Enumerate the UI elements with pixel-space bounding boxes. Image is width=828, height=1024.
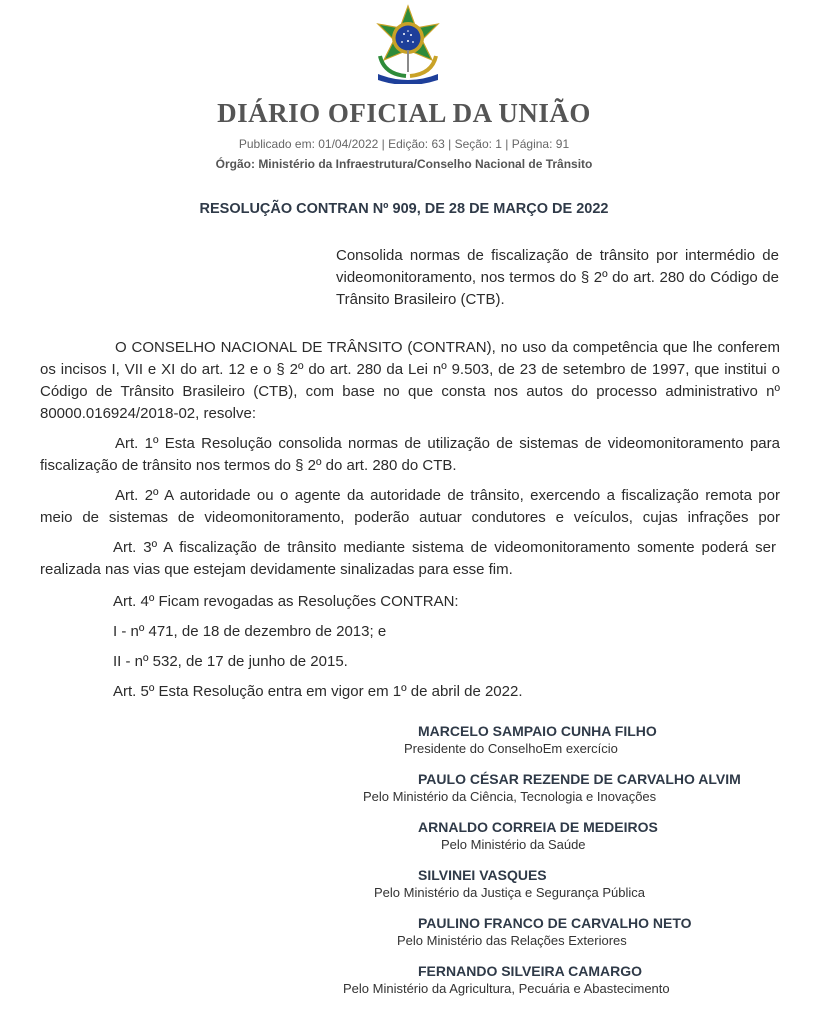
orgao-value: Ministério da Infraestrutura/Conselho Nacional de Trânsito [258,157,593,171]
article-5: Art. 5º Esta Resolução entra em vigor em 1º de abril de 2022. [113,683,523,700]
signature-name: SILVINEI VASQUES [418,867,547,883]
coat-of-arms-icon [364,4,452,84]
signature-name: MARCELO SAMPAIO CUNHA FILHO [418,723,657,739]
signature-name: FERNANDO SILVEIRA CAMARGO [418,963,642,979]
signature-role: Presidente do ConselhoEm exercício [404,741,618,756]
orgao-label: Órgão: [215,157,255,171]
orgao-line [0,157,818,171]
article-1: Art. 1º Esta Resolução consolida normas de utilização de sistemas de videomonitoramento para fiscalização de trânsito nos termos do § 2º do art. 280 do CTB. [40,435,780,474]
signature-role: Pelo Ministério da Agricultura, Pecuária e Abastecimento [343,981,670,996]
article-4-item-2: II - nº 532, de 17 de junho de 2015. [113,653,348,670]
publication-info: Publicado em: 01/04/2022 | Edição: 63 | Seção: 1 | Página: 91 [238,137,570,151]
ementa: Consolida normas de fiscalização de trânsito por intermédio de videomonitoramento, nos termos do § 2º do art. 280 do Código de Trânsito Brasileiro (CTB). [336,247,779,308]
signature-role: Pelo Ministério da Ciência, Tecnologia e Inovações [363,789,657,804]
preamble: O CONSELHO NACIONAL DE TRÂNSITO (CONTRAN), no uso da competência que lhe conferem os incisos I, VII e XI do art. 12 e o § 2º do art. 280 da Lei nº 9.503, de 23 de setembro de 1997, que institui o Código de Trânsito Brasileiro (CTB), com base no que consta nos autos do processo administrativo nº 80000.016924/2018-02, resolve: [40,339,780,422]
article-4: Art. 4º Ficam revogadas as Resoluções CONTRAN: [113,593,459,610]
article-4-item-1: I - nº 471, de 18 de dezembro de 2013; e [113,623,387,640]
signature-role: Pelo Ministério da Justiça e Segurança Pública [374,885,645,900]
signature-name: ARNALDO CORREIA DE MEDEIROS [418,819,658,835]
signature-role: Pelo Ministério das Relações Exteriores [397,933,627,948]
article-2: Art. 2º A autoridade ou o agente da autoridade de trânsito, exercendo a fiscalização remota por meio de sistemas de videomonitoramento, poderão autuar condutores e veículos, cujas infrações por [40,487,780,526]
article-2-clip [40,485,780,527]
newspaper-title: DIÁRIO OFICIAL DA UNIÃO [217,98,591,128]
signature-name: PAULINO FRANCO DE CARVALHO NETO [418,915,692,931]
signature-role: Pelo Ministério da Saúde [441,837,586,852]
article-3: Art. 3º A fiscalização de trânsito mediante sistema de videomonitoramento somente poderá ser realizada nas vias que estejam devidamente sinalizadas para esse fim. [40,539,776,578]
resolution-title: RESOLUÇÃO CONTRAN Nº 909, DE 28 DE MARÇO DE 2022 [199,201,609,217]
signature-name: PAULO CÉSAR REZENDE DE CARVALHO ALVIM [418,771,741,787]
